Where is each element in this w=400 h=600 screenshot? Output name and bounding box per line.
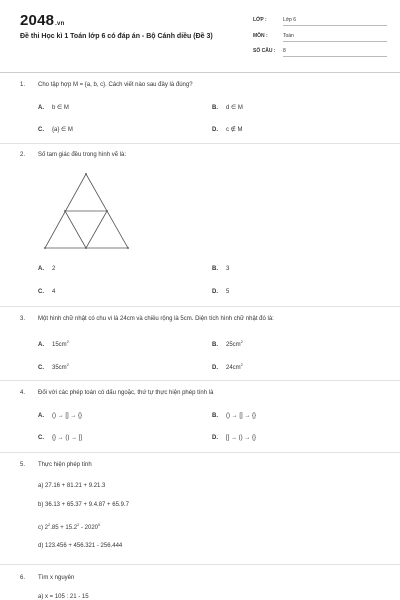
question-separator [0,564,400,565]
question-text: Đối với các phép toán có dấu ngoặc, thứ tự thực hiện phép tính là [38,390,214,396]
question-separator [0,452,400,453]
question-number: 6. [20,575,26,581]
q1-option-c[interactable]: C. {a} ∈ M [38,127,73,133]
q2-option-c[interactable]: C. 4 [38,289,56,295]
question-text: Một hình chữ nhật có chu vi là 24cm và chiều rộng là 5cm. Diện tích hình chữ nhật đó là: [38,316,274,322]
question-separator [0,143,400,144]
q1-option-d[interactable]: D. c ∉ M [212,127,243,133]
meta-count-value: 8 [283,48,387,57]
question-number: 5. [20,462,26,468]
question-text: Số tam giác đều trong hình vẽ là: [38,152,127,158]
equilateral-triangles-figure [40,170,135,255]
meta-subject-value: Toán [283,33,387,42]
q4-option-c[interactable]: C. {} → () → [] [38,435,83,441]
q3-option-a[interactable]: A. $15cm^2$ [38,339,69,348]
site-logo[interactable] [20,12,64,29]
q5-item-b: b) 36.13 + 65.37 + 9.4.87 + 65.9.7 [38,502,129,508]
meta-count-label: SỐ CÂU : [253,48,276,54]
question-separator [0,380,400,381]
q2-option-a[interactable]: A. 2 [38,266,56,272]
q3-option-c[interactable]: C. $35cm^2$ [38,362,69,371]
q3-option-b[interactable]: B. $25cm^2$ [212,339,243,348]
q4-option-d[interactable]: D. [] → () → {} [212,435,257,441]
q5-item-d: d) 123.456 + 456.321 - 256.444 [38,543,123,549]
midline-left [65,211,86,248]
meta-class-label: LỚP : [253,17,267,23]
q2-option-d[interactable]: D. 5 [212,289,230,295]
q4-option-a[interactable]: A. () → [] → {} [38,413,83,419]
q1-option-a[interactable]: A. b ∈ M [38,105,69,111]
q5-item-a: a) 27.16 + 81.21 + 9.21.3 [38,483,106,489]
question-number: 2. [20,152,26,158]
header-divider [0,72,400,73]
meta-subject-label: MÔN : [253,33,268,39]
q2-option-b[interactable]: B. 3 [212,266,230,272]
logo-suffix-text: .vn [55,21,65,27]
logo-main-text: 2048 [20,12,55,29]
meta-class-value: Lớp 6 [283,17,387,26]
question-number: 1. [20,82,26,88]
midline-right [86,211,107,248]
question-text: Tìm x nguyên [38,575,75,581]
question-number: 4. [20,390,26,396]
meta-count-row [253,48,286,54]
q3-option-d[interactable]: D. $24cm^2$ [212,362,243,371]
q1-option-b[interactable]: B. d ∈ M [212,105,243,111]
question-separator [0,306,400,307]
q6-item-a: a) x = 105 : 21 - 15 [38,594,89,600]
q5-item-c: c) $2^2.85 + 15.2^2 - 2020^0$ [38,522,101,531]
meta-class-row [253,17,297,23]
question-text: Cho tập hợp M = {a, b, c}. Cách viết nào sau đây là đúng? [38,82,193,88]
meta-subject-row [253,33,294,39]
page-title: Đề thi Học kì 1 Toán lớp 6 có đáp án - Bộ Cánh diều (Đề 3) [20,33,213,40]
q4-option-b[interactable]: B. () → [] → {} [212,413,257,419]
document-header [0,0,400,70]
question-text: Thực hiện phép tính [38,462,92,468]
question-number: 3. [20,316,26,322]
